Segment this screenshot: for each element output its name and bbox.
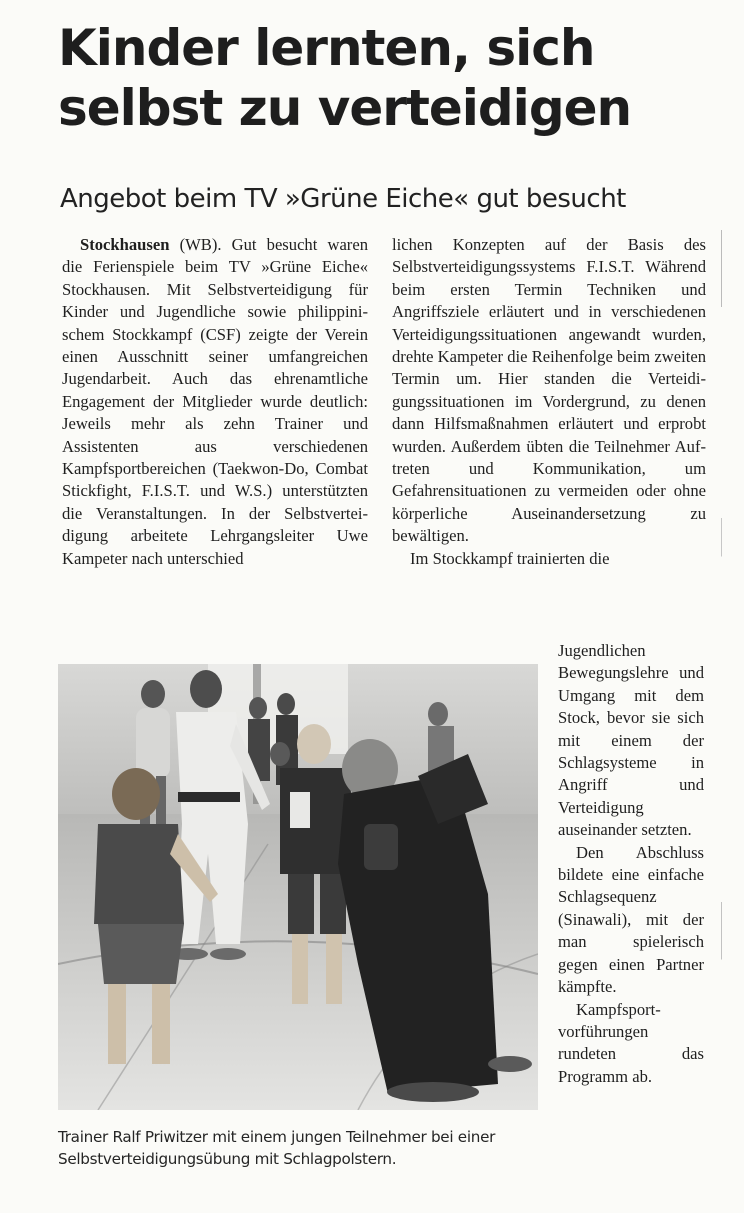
lead-paragraph: [62, 234, 368, 570]
column-3-paragraph-2: Den Abschluss bildete eine einfache Schlagsequenz (Sinawali), mit der man spielerisch gegen einen Partner kämpfte.: [558, 842, 704, 997]
article-column-2: [392, 234, 706, 570]
photo-caption: Trainer Ralf Priwitzer mit einem jungen Teilnehmer bei einer Selbstverteidigungsübung mit Schlagpolstern.: [58, 1128, 496, 1168]
article-column-3: [558, 640, 704, 1088]
photo-training-scene: [58, 664, 538, 1110]
headline: [58, 18, 718, 138]
column-3-paragraph-1: Jugendlichen Bewegungslehre und Umgang mit dem Stock, bevor sie sich mit einem der Schlagsysteme in Angriff und Verteidigung auseinander setzten.: [558, 641, 704, 840]
headline-line-2: selbst zu verteidigen: [58, 79, 632, 137]
column-1-text: (WB). Gut besucht waren die Ferienspiele beim TV »Grüne Eiche« Stockhausen. Mit Selbstverteidigung für Kinder und Jugendliche sowie philippinischem Stockkampf (CSF) zeigte der Verein einen Ausschnitt seiner umfangreichen Jugendarbeit. Auch das ehrenamtliche Engagement der Mitglieder wurde deutlich: Jeweils mehr als zehn Trainer und Assistenten aus verschiedenen Kampfsportbereichen (Taekwon-Do, Combat Stickfight, F.I.S.T. und W.S.) unterstützten die Veranstaltungen. In der Selbstverteidigung arbeitete Lehrgangsleiter Uwe Kampeter nach unterschied: [62, 235, 368, 568]
headline-line-1: Kinder lernten, sich: [58, 19, 595, 77]
column-2-paragraph-2: Im Stockkampf trainierten die: [410, 548, 610, 568]
column-rule: [721, 230, 722, 1190]
article-column-1: [62, 234, 368, 570]
dateline: Stockhausen: [80, 235, 170, 254]
subheadline: Angebot beim TV »Grüne Eiche« gut besucht: [60, 184, 626, 214]
column-2-paragraph-1: lichen Konzepten auf der Basis des Selbstverteidigungssystems F.I.S.T. Während beim ersten Termin Techniken und Angriffsziele erläutert und in verschiedenen Verteidigungssituationen angewandt wurden, drehte Kampeter die Reihenfolge beim zweiten Termin um. Hier standen die Verteidigungssituationen im Vordergrund, zu denen dann Hilfsmaßnahmen erläutert und erprobt wurden. Außerdem übten die Teilnehmer Auftreten und Kommunikation, um Gefahrensituationen zu vermeiden oder ohne körperliche Auseinandersetzung zu bewältigen.: [392, 235, 706, 546]
column-3-paragraph-3: Kampfsportvorführungen rundeten das Programm ab.: [558, 999, 704, 1086]
article-photo: [58, 664, 538, 1110]
